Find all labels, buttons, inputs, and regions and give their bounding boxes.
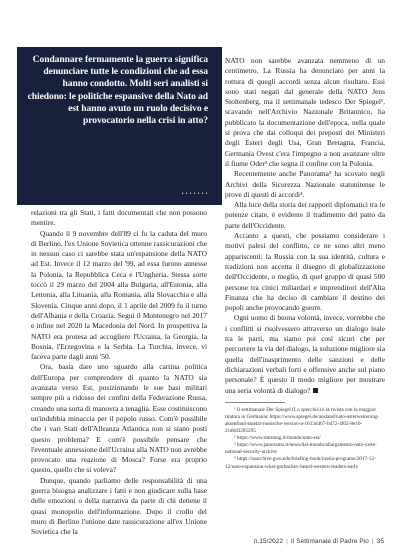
paragraph: Recentemente anche Panorama³ ha scovato negli Archivi della Sicurezza Nazionale statunitense le prove di questi di accordi⁴. — [225, 169, 385, 199]
paragraph: NATO non sarebbe avanzata nemmeno di un centimetro. La Russia ha denunciato per anni la rottura di quegli accordi senza alcun risultato. Essi sono stati negati dal generale della NATO Jens Stoltenberg, ma il settimanale tedesco Der Spiegel¹, scavando nell'Archivio Nazionale Britannico, ha pubblicato la documentazione dell'epoca, nella quale si prova che dai colloqui dei preposti dei Ministeri degli Esteri degli Usa, Gran Bretagna, Francia, Germania Ovest c'era l'impegno a non avanzare oltre il fiume Oder² che segna il confine con la Polonia. — [225, 56, 385, 168]
paragraph-final — [225, 313, 385, 395]
page-number: 35 — [376, 538, 384, 545]
footnote-4: ⁴ https://nsarchive.gwu.edu/briefing-book/russia-programs/2017-12-12/nato-expansion-what-gorbachev-heard-western-leaders-early — [225, 456, 376, 470]
pull-quote-text: Condannare fermamente la guerra significa denunciare tutte le condizioni che ad essa hanno condotto. Molti seri analisti si chiedono: le politiche espansive della Nato ad est hanno avuto un ruolo decisivo e provocatorio nella crisi in atto? — [27, 54, 208, 127]
page-footer — [254, 538, 384, 545]
paragraph: Dunque, quando parliamo delle responsabilità di una guerra bisogna analizzare i fatti e non giudicare sulla base delle emozioni o della narrativa da parte di chi detiene il quasi monopolio dell'informazione. Dopo il crollo del muro di Berlino l'unione date rassicurazione all'ex Unione Sovietica che la — [31, 475, 207, 537]
footer-separator: | — [286, 538, 288, 545]
end-of-article-mark — [313, 388, 318, 393]
article-column-left — [31, 208, 207, 538]
footnote-1: ¹ Il settimanale Der Spiegel (Lo specchio) è la rivista con la maggior tiratura in Germania: https://www.spiegel.de/ausland/nato-osterweiterung-aktenfund-stuetzt-russische-version-a-1613d467-bd72-4f02-8e16-2cd6d3285295 — [225, 406, 380, 435]
issue-number: n.15/2022 — [253, 538, 284, 545]
paragraph: relazioni tra gli Stati, i fatti documentati che non possono mentire. — [31, 208, 207, 228]
paragraph: Quando il 9 novembre dell'89 ci fu la caduta del muro di Berlino, l'ex Unione Sovietica ottenne rassicurazioni che in nessun caso ci sarebbe stata un'espansione della NATO ad Est. Invece il 12 marzo del '99, ad essa furono annesse la Polonia, la Repubblica Ceca e l'Ungheria. Stessa sorte toccò il 29 marzo del 2004 alla Bulgaria, all'Estonia, alla Lettonia, alla Lituania, alla Romania, alla Slovacchia e alla Slovenia. Cinque anni dopo, il 1 aprile del 2009 fu il turno dell'Albania e della Croazia. Segui il Montenegro nel 2017 e infine nel 2020 la Macedonia del Nord. In prospettiva la NATO era protesa ad accogliere l'Ucraina, la Georgia, la Bosnia, l'Erzegovina e la Serbia. La Turchia, invece, vi faceva parte dagli anni '50. — [31, 228, 207, 362]
footer-separator: | — [371, 538, 374, 545]
publication-name: Il Settimanale di Padre Pio — [290, 538, 369, 545]
pull-quote-ornament: • • • • • • • — [181, 192, 208, 197]
paragraph: Ora, basta dare uno sguardo alla cartina politica dell'Europa per comprendere di quanto la NATO sia avanzata verso Est, posizionando le sue basi militari sempre più a ridosso dei confini della Federazione Russa, creando una sorta di manovra a tenaglia. Esse costituiscono un'indubbia minaccia per il popolo russo. Com'è possibile che i vari Stati dell'Alleanza Atlantica non si siano posti questo problema? E com'è possibile pensare che l'eventuale annessione dell'Ucraina alla NATO non avrebbe provocato una reazione di Mosca? Forse era proprio questo, quello che si voleva? — [31, 362, 207, 475]
footnote-2: ² https://www.startmag.it/mondo/nato-est/ — [234, 435, 321, 442]
paragraph: Accanto a questi, che possiamo considerare i motivi palesi del conflitto, ce ne sono altri meno appariscenti: la Russia con la sua identità, cultura e tradizioni non accetta il disegno di globalizzazione dell'Occidente, o meglio, di quel gruppo di quasi 500 persone tra cinici miliardari e imprenditori dell'Alta Finanza che ha deciso di cambiare il destino dei popoli anche provocando guerre. — [225, 231, 385, 313]
paragraph-text: Ogni uomo di buona volontà, invece, vorrebbe che i conflitti si risolvessero attraverso un dialogo leale tra le parti, ma siamo poi così sicuri che per percorrere la via del dialogo, la soluzione migliore sia quella dell'inasprimento delle sanzioni e delle dichiarazioni verbali forti e offensive anche sul piano personale? È questo il modo migliore per mostrare una seria volontà di dialogo? — [225, 313, 385, 395]
footnote-3: ³ https://www.panorama.it/news/dal-mondo/allargamento-nato-carte-national-security-archive — [225, 442, 377, 456]
article-column-right — [225, 56, 385, 471]
pull-quote-box — [17, 47, 222, 205]
paragraph: Alla luce della storia dei rapporti diplomatici tra le potenze citate, è evidente il tradimento del patto da parte dell'Occidente. — [225, 200, 385, 230]
footnotes-divider — [225, 402, 285, 403]
